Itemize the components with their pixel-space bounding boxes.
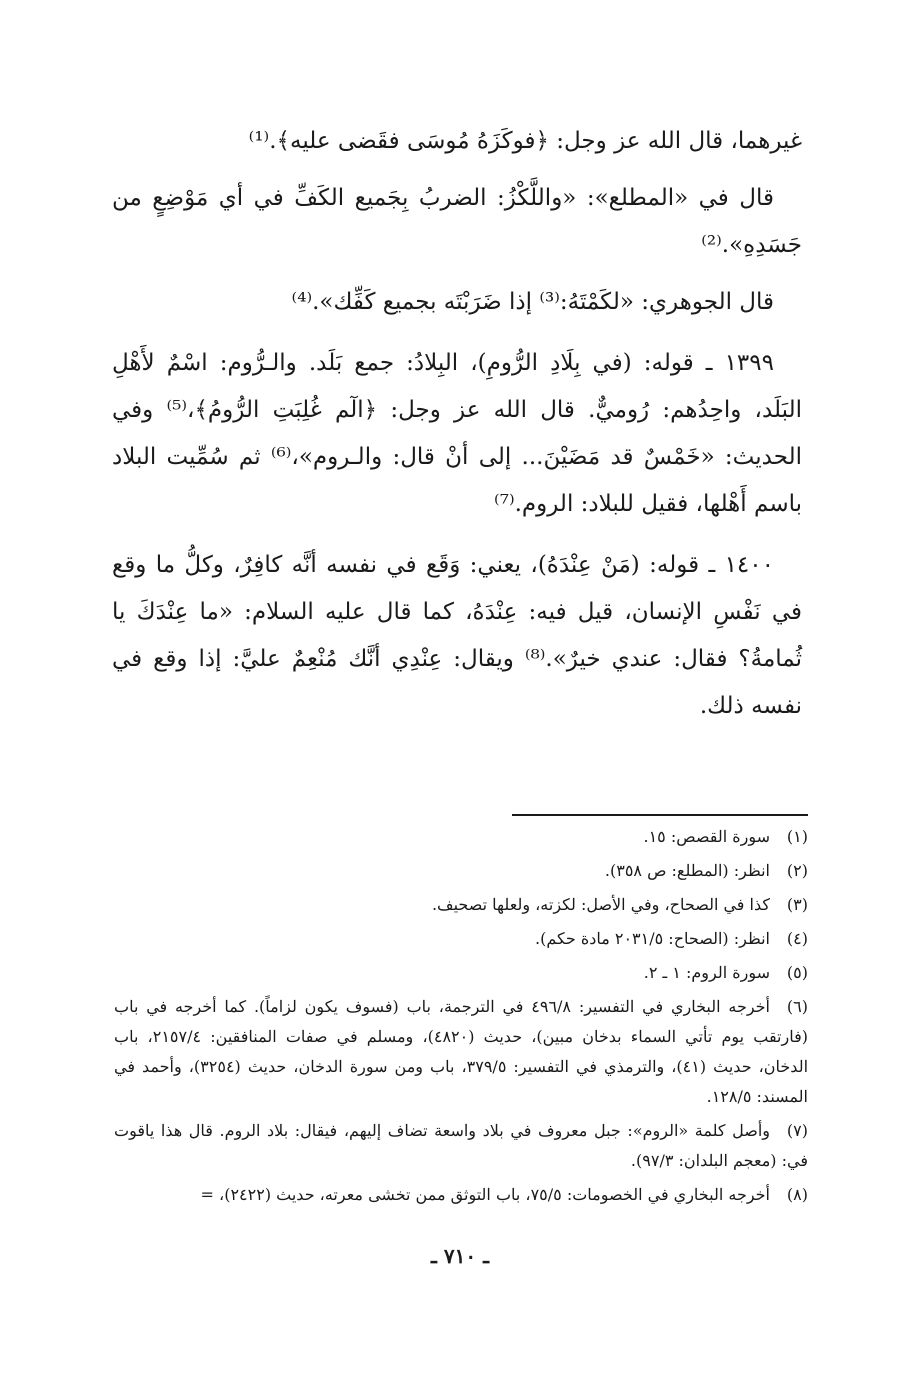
- footnote-item: [114, 992, 808, 1112]
- footnote-text: أخرجه البخاري في التفسير: ٤٩٦/٨ في الترجمة، باب (فسوف يكون لزاماً). كما أخرجه في باب (فارتقب يوم تأتي السماء بدخان مبين)، حديث (٤٨٢٠)، ومسلم في صفات المنافقين: ٢١٥٧/٤، باب الدخان، حديث (٤١)، والترمذي في التفسير: ٣٧٩/٥، باب ومن سورة الدخان، حديث (٣٢٥٤)، وأحمد في المسند: ١٢٨/٥.: [114, 997, 809, 1106]
- footnote-item: [114, 822, 808, 852]
- footnote-text: سورة القصص: ١٥.: [643, 827, 770, 846]
- footnote-item: [114, 1180, 808, 1210]
- footnote-number: (٨): [786, 1185, 808, 1204]
- footnote-text: انظر: (الصحاح: ٢٠٣١/٥ مادة حكم).: [535, 929, 770, 948]
- footnote-number: (٧): [786, 1121, 808, 1140]
- footnote-number: (٢): [786, 861, 808, 880]
- footnote-text: وأصل كلمة «الروم»: جبل معروف في بلاد واسعة تضاف إليهم، فيقال: بلاد الروم. قال هذا ياقوت في: (معجم البلدان: ٩٧/٣).: [114, 1121, 808, 1170]
- footnote-item: [114, 1116, 808, 1176]
- footnote-text: كذا في الصحاح، وفي الأصل: لكزته، ولعلها تصحيف.: [431, 895, 770, 914]
- paragraph-entry-1399: ١٣٩٩ ـ قوله: (في بِلَادِ الرُّومِ)، البِلادُ: جمع بَلَد. والـرُّوم: اسْمٌ لأَهْلِ البَلَد، واحِدُهم: رُوميٌّ. قال الله عز وجل: ﴿الٓم غُلِبَتِ الرُّومُ﴾،⁽⁵⁾ وفي الحديث: «خَمْسٌ قد مَضَيْنَ... إلى أنْ قال: والـروم»،⁽⁶⁾ ثم سُمِّيت البلاد باسم أَهْلها، فقيل للبلاد: الروم.⁽⁷⁾: [112, 350, 802, 517]
- footnote-number: (٤): [786, 929, 808, 948]
- paragraph-mutla-quote: قال في «المطلع»: «واللَّكْزُ: الضربُ بِجَميع الكَفِّ في أي مَوْضِعٍ من جَسَدِهِ».⁽²⁾: [112, 185, 802, 258]
- paragraph-entry-1400: ١٤٠٠ ـ قوله: (مَنْ عِنْدَهُ)، يعني: وَقَع في نفسه أنَّه كافِرٌ، وكلُّ ما وقع في نَفْسِ الإنسان، قيل فيه: عِنْدَهُ، كما قال عليه السلام: «ما عِنْدَكَ يا ثُمامةُ؟ فقال: عندي خيرٌ».⁽⁸⁾ ويقال: عِنْدِي أنَّك مُنْعِمٌ عليَّ: إذا وقع في نفسه ذلك.: [112, 552, 802, 719]
- footnote-separator: [512, 814, 808, 816]
- footnote-number: (٣): [786, 895, 808, 914]
- footnote-text: سورة الروم: ١ ـ ٢.: [643, 963, 770, 982]
- footnotes: [114, 822, 808, 1214]
- footnote-item: [114, 856, 808, 886]
- footnote-item: [114, 924, 808, 954]
- paragraph-continuation: غيرهما، قال الله عز وجل: ﴿فوكَزَهُ مُوسَى فقَضى عليه﴾.⁽¹⁾: [248, 128, 802, 154]
- footnote-number: (١): [786, 827, 808, 846]
- footnote-text: انظر: (المطلع: ص ٣٥٨).: [604, 861, 770, 880]
- footnote-number: (٦): [786, 997, 809, 1016]
- page-number: ـ ٧١٠ ـ: [431, 1244, 489, 1268]
- footnote-text: أخرجه البخاري في الخصومات: ٧٥/٥، باب التوثق ممن تخشى معرته، حديث (٢٤٢٢)، =: [200, 1185, 770, 1204]
- footnote-item: [114, 958, 808, 988]
- footnote-item: [114, 890, 808, 920]
- footnote-number: (٥): [786, 963, 808, 982]
- paragraph-jawhari-quote: قال الجوهري: «لكَمْتَهُ:⁽³⁾ إذا ضَرَبْتَه بجميع كَفِّك».⁽⁴⁾: [291, 289, 774, 315]
- main-text: [112, 118, 802, 740]
